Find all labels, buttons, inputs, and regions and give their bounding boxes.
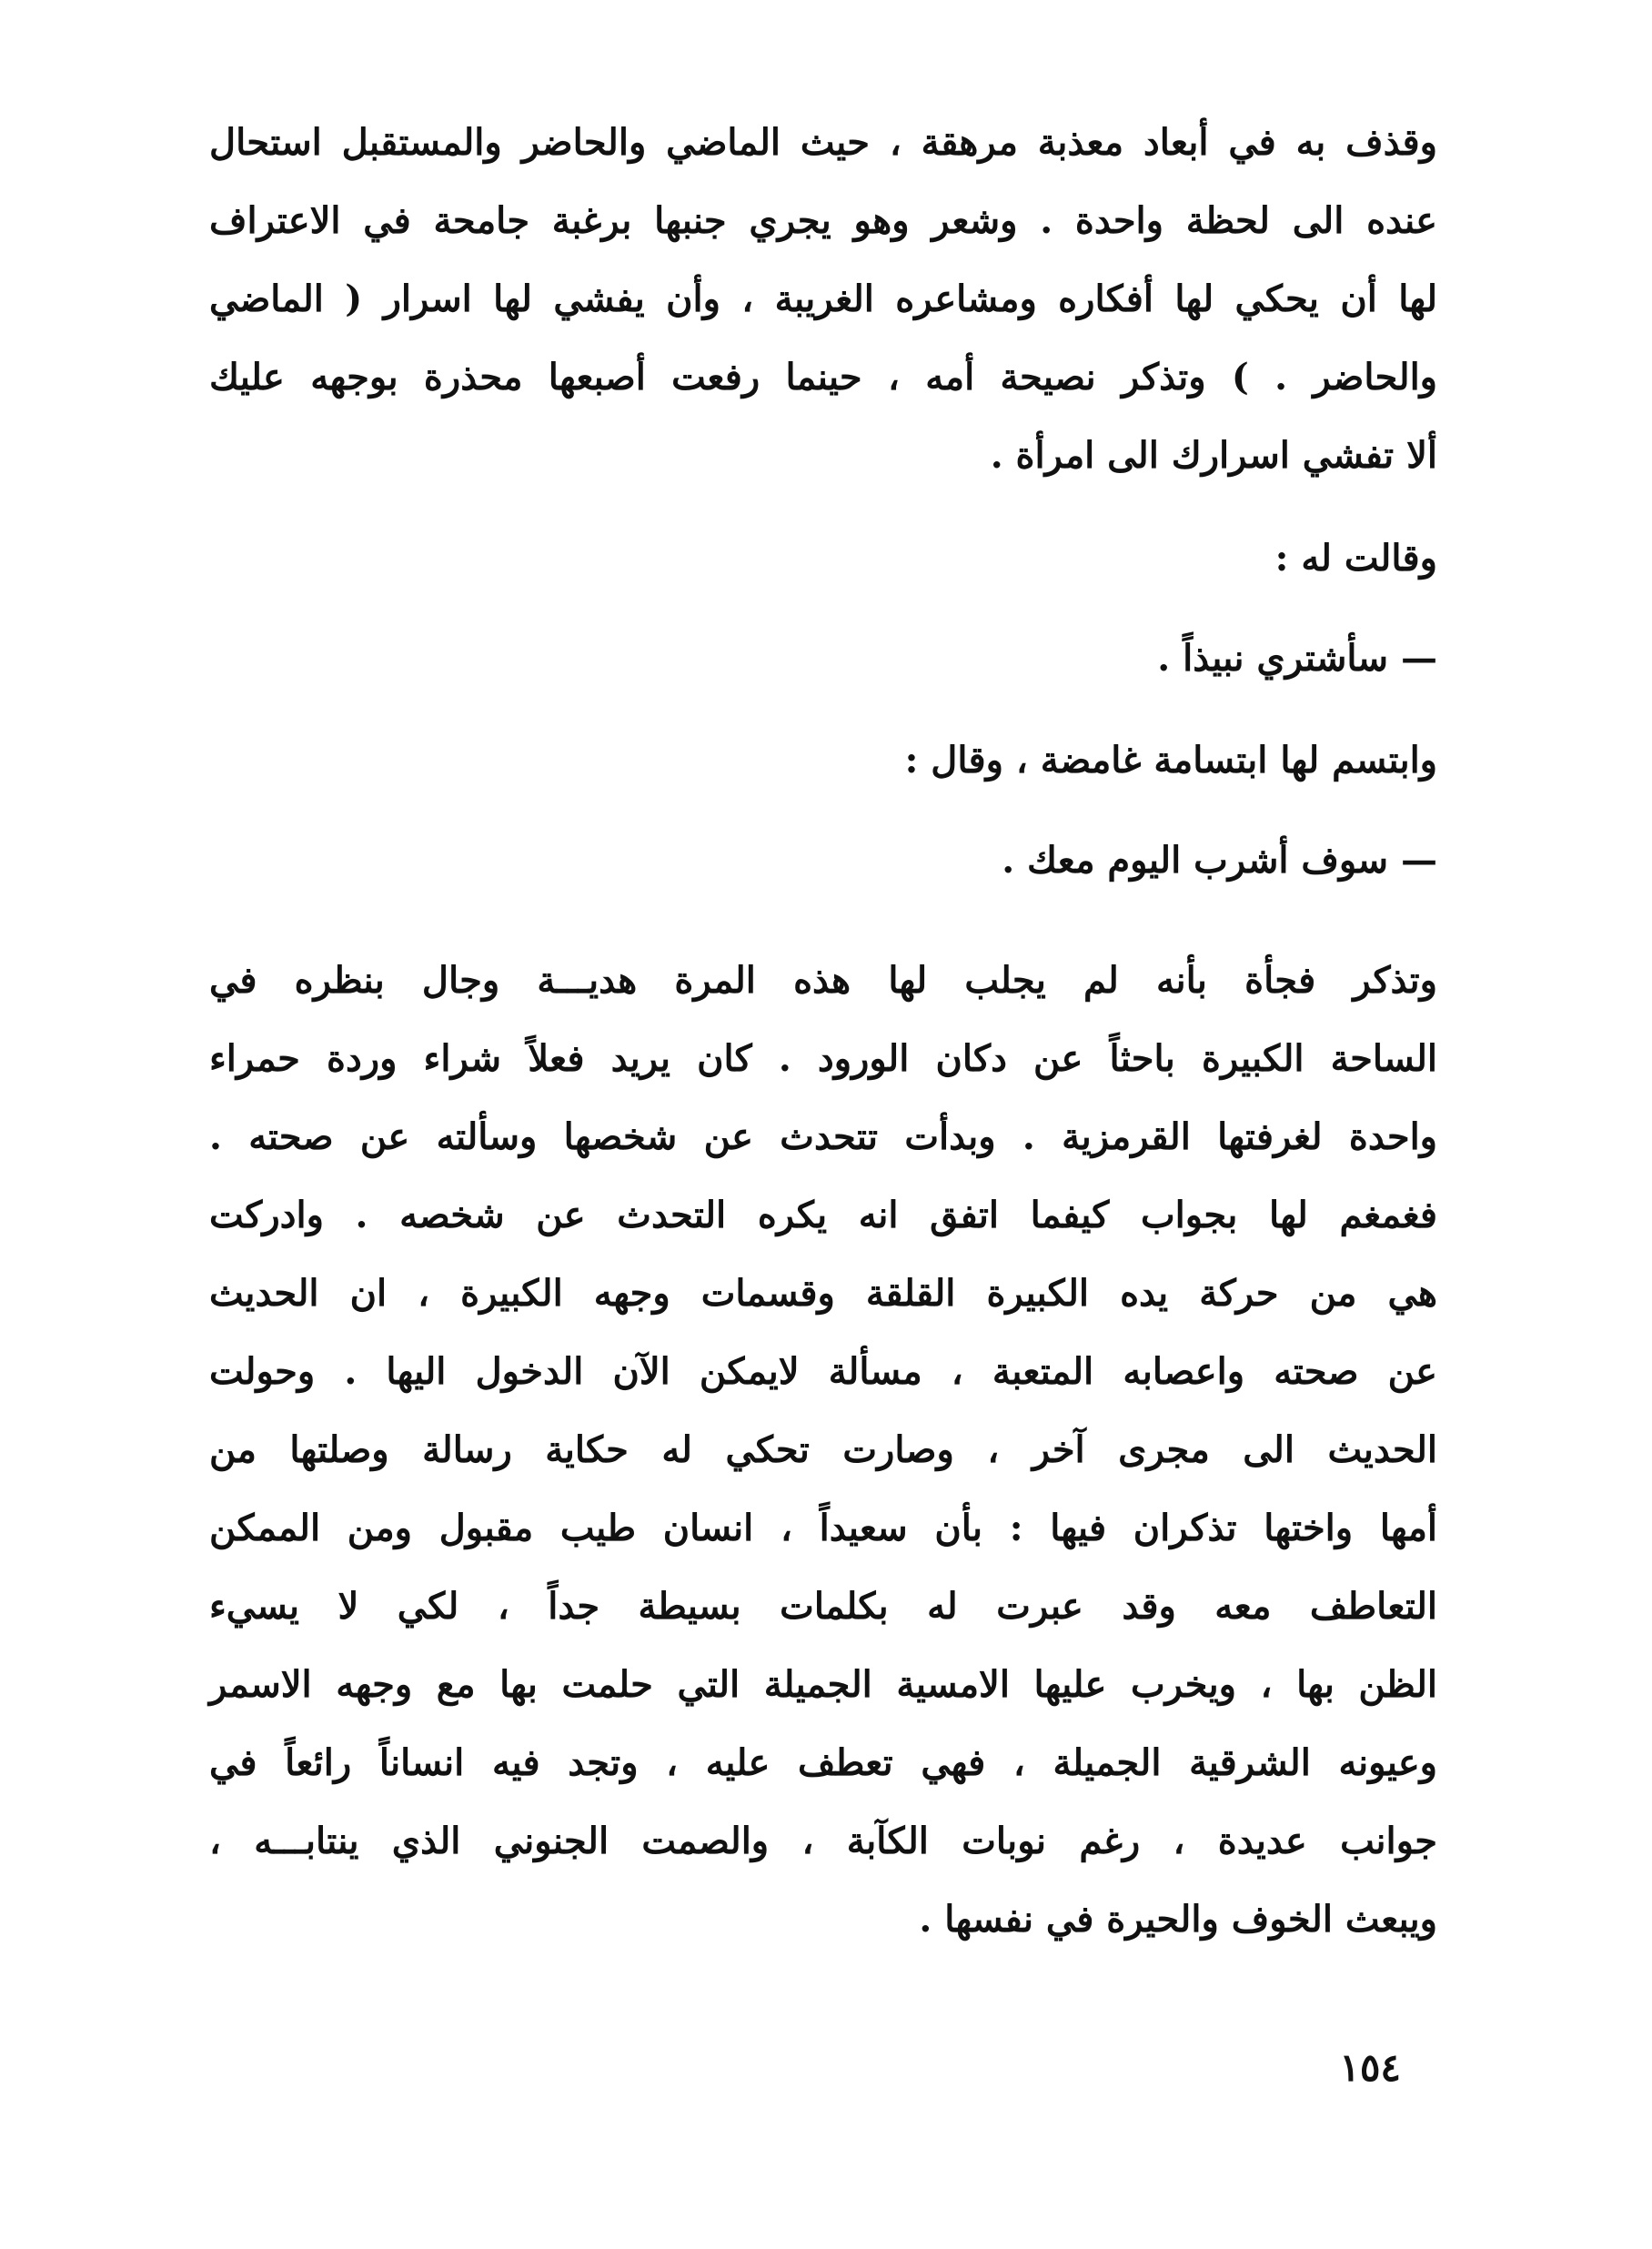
text-line: جوانب عديدة ، رغم نوبات الكآبة ، والصمت الجنوني الذي ينتابـــه ، — [209, 1820, 1437, 1862]
text-line: فغمغم لها بجواب كيفما اتفق انه يكره التحدث عن شخصه . وادركت — [209, 1194, 1437, 1236]
text-line: وقذف به في أبعاد معذبة مرهقة ، حيث الماضي والحاضر والمستقبل استحال — [209, 121, 1437, 164]
paragraph-1 — [209, 104, 1437, 495]
dialogue-line: — سأشتري نبيذاً . — [1157, 637, 1437, 680]
text-line: الساحة الكبيرة باحثاً عن دكان الورود . كان يريد فعلاً شراء وردة حمراء — [209, 1037, 1437, 1080]
text-line: الظن بها ، ويخرب عليها الامسية الجميلة التي حلمت بها مع وجهه الاسمر — [209, 1663, 1437, 1706]
text-line: والحاضر . ) وتذكر نصيحة أمه ، حينما رفعت أصبعها محذرة بوجهه عليك — [209, 356, 1437, 398]
page-number: ١٥٤ — [1339, 2045, 1401, 2090]
dialogue-line: وقالت له : — [1274, 537, 1437, 580]
text-line: عنده الى لحظة واحدة . وشعر وهو يجري جنبها برغبة جامحة في الاعتراف — [209, 199, 1437, 242]
text-line: وعيونه الشرقية الجميلة ، فهي تعطف عليه ، وتجد فيه انساناً رائعاً في — [209, 1741, 1437, 1784]
text-line: عن صحته واعصابه المتعبة ، مسألة لايمكن الآن الدخول اليها . وحولت — [209, 1350, 1437, 1393]
dialogue-line: وابتسم لها ابتسامة غامضة ، وقال : — [904, 739, 1437, 782]
text-line: وتذكر فجأة بأنه لم يجلب لها هذه المرة هديـــة وجال بنظره في — [209, 959, 1437, 1002]
text-line: أمها واختها تذكران فيها : بأن سعيداً ، انسان طيب مقبول ومن الممكن — [209, 1507, 1437, 1549]
text-line: لها أن يحكي لها أفكاره ومشاعره الغريبة ، وأن يفشي لها اسرار ( الماضي — [209, 277, 1437, 320]
text-line: التعاطف معه وقد عبرت له بكلمات بسيطة جداً ، لكي لا يسيء — [209, 1585, 1437, 1628]
text-line: ويبعث الخوف والحيرة في نفسها . — [919, 1898, 1437, 1941]
paragraph-2 — [209, 942, 1437, 1959]
text-line: ألا تفشي اسرارك الى امرأة . — [990, 434, 1437, 477]
text-line: هي من حركة يده الكبيرة القلقة وقسمات وجهه الكبيرة ، ان الحديث — [209, 1272, 1437, 1315]
dialogue-line: — سوف أشرب اليوم معك . — [1002, 839, 1437, 882]
text-line: واحدة لغرفتها القرمزية . وبدأت تتحدث عن شخصها وسألته عن صحته . — [209, 1115, 1437, 1158]
text-line: الحديث الى مجرى آخر ، وصارت تحكي له حكاية رسالة وصلتها من — [209, 1428, 1437, 1471]
